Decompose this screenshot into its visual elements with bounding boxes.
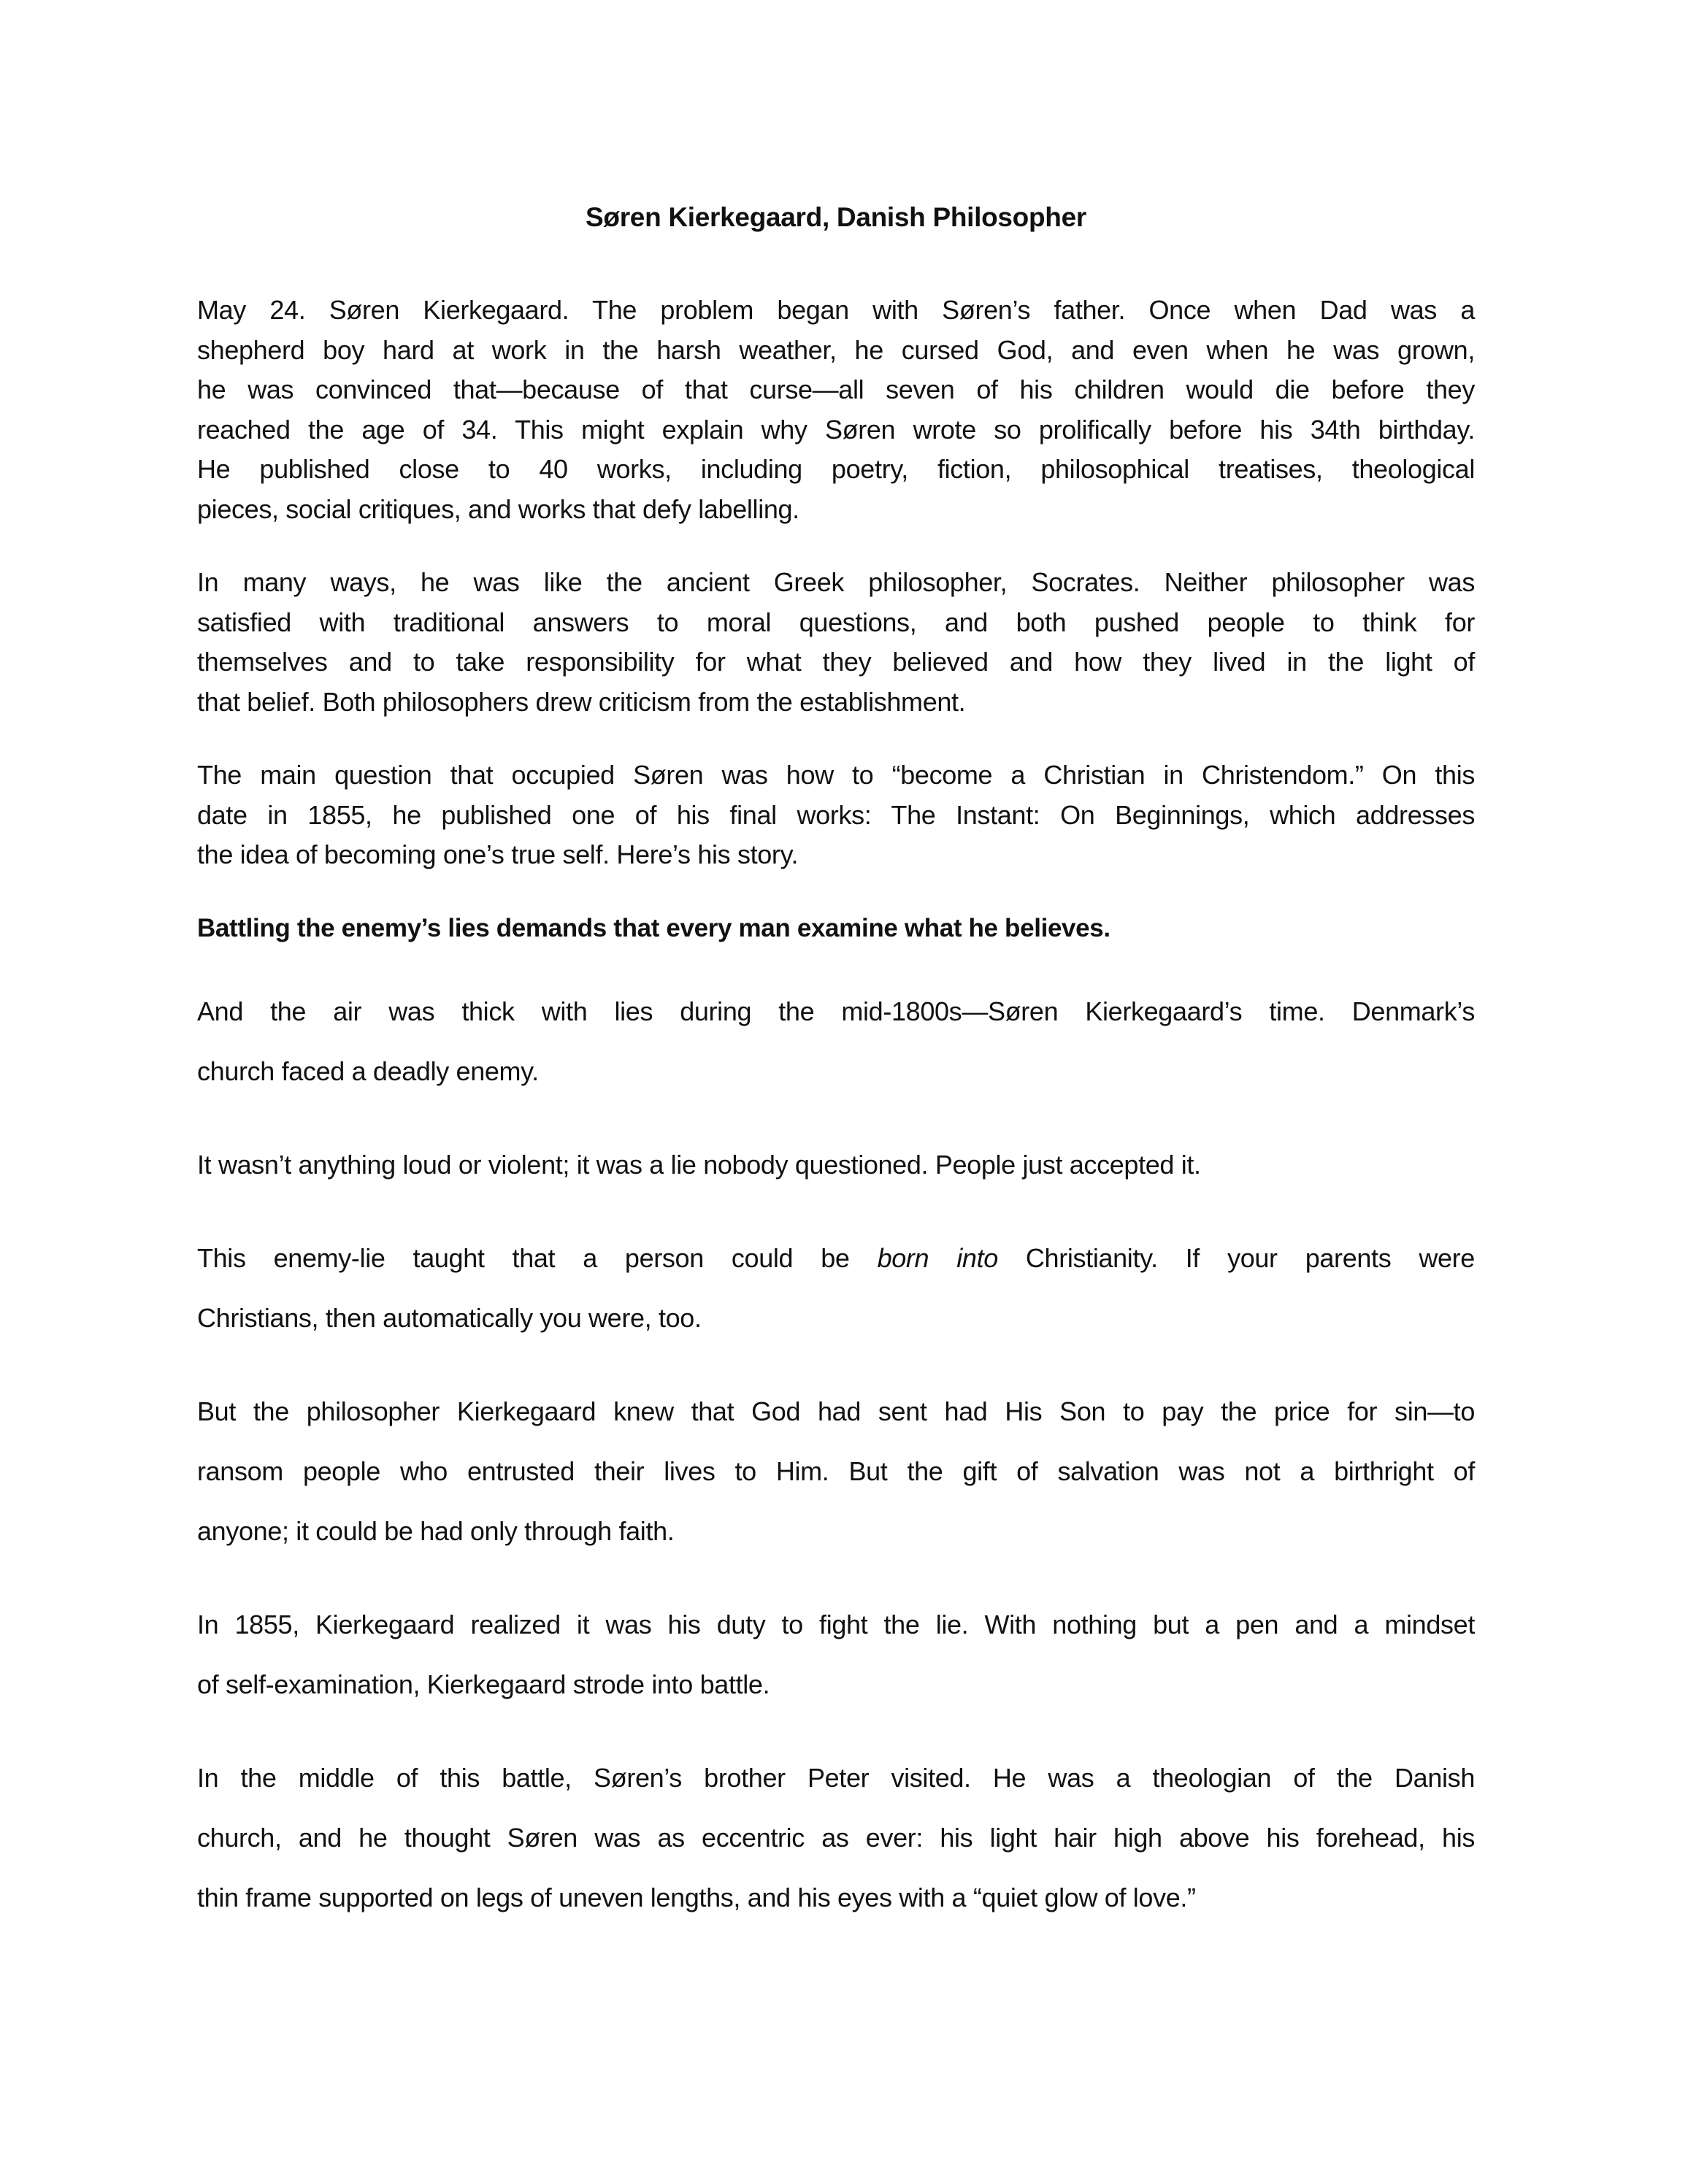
document-title: Søren Kierkegaard, Danish Philosopher	[586, 202, 1086, 232]
text-segment: he was convinced that—because of that curse—all seven of his children would die before they	[197, 374, 1475, 404]
line-content	[197, 295, 1475, 325]
text-segment: This enemy-lie taught that a person could be	[197, 1242, 878, 1273]
text-segment: In many ways, he was like the ancient Greek philosopher, Socrates. Neither philosopher was	[197, 567, 1475, 597]
line-content	[197, 1243, 1475, 1273]
line-content	[197, 1303, 702, 1333]
text-segment: He published close to 40 works, including poetry, fiction, philosophical treatises, theological	[197, 454, 1475, 484]
text-line	[197, 291, 1475, 331]
text-line	[197, 796, 1475, 836]
text-segment: anyone; it could be had only through faith.	[197, 1515, 675, 1546]
paragraph	[197, 755, 1475, 875]
document-page	[197, 197, 1475, 1961]
text-line	[197, 603, 1475, 643]
line-content	[197, 1056, 539, 1086]
line-content	[197, 415, 1475, 445]
section-heading	[197, 909, 1475, 948]
text-line	[197, 1442, 1475, 1502]
text-segment: church, and he thought Søren was as eccentric as ever: his light hair high above his forehead, his	[197, 1822, 1475, 1853]
text-line	[197, 563, 1475, 603]
text-segment: In 1855, Kierkegaard realized it was his duty to fight the lie. With nothing but a pen and a mindset	[197, 1609, 1475, 1639]
line-content	[197, 914, 1110, 942]
line-content	[197, 1150, 1201, 1180]
line-content	[197, 1516, 674, 1546]
text-line	[197, 982, 1475, 1042]
line-content	[197, 1610, 1475, 1639]
text-line	[197, 370, 1475, 410]
text-segment: satisfied with traditional answers to moral questions, and both pushed people to think for	[197, 607, 1475, 637]
line-content	[197, 1456, 1475, 1486]
line-content	[197, 996, 1475, 1026]
line-content	[197, 800, 1475, 830]
text-segment: The main question that occupied Søren was how to “become a Christian in Christendom.” On this	[197, 760, 1475, 790]
text-segment: date in 1855, he published one of his final works: The Instant: On Beginnings, which addresses	[197, 799, 1475, 830]
text-line	[197, 1135, 1475, 1195]
line-content	[197, 1763, 1475, 1793]
line-content	[197, 839, 798, 869]
line-content	[197, 760, 1475, 790]
line-content	[197, 374, 1475, 404]
document-body	[197, 291, 1475, 1928]
paragraph	[197, 1382, 1475, 1561]
line-content	[197, 1396, 1475, 1426]
text-segment: reached the age of 34. This might explain why Søren wrote so prolifically before his 34th birthday.	[197, 414, 1475, 445]
text-segment: Christians, then automatically you were, too.	[197, 1302, 702, 1333]
line-content	[197, 1883, 1196, 1912]
text-segment: shepherd boy hard at work in the harsh weather, he cursed God, and even when he was grown,	[197, 334, 1475, 365]
text-line	[197, 490, 1475, 530]
text-line	[197, 1595, 1475, 1655]
text-segment: ransom people who entrusted their lives to Him. But the gift of salvation was not a birthright of	[197, 1456, 1475, 1486]
text-line	[197, 1808, 1475, 1868]
line-content	[197, 454, 1475, 484]
text-segment: Battling the enemy’s lies demands that every man examine what he believes.	[197, 913, 1110, 942]
text-segment: And the air was thick with lies during the mid-1800s—Søren Kierkegaard’s time. Denmark’s	[197, 996, 1475, 1026]
text-segment: themselves and to take responsibility for what they believed and how they lived in the light of	[197, 647, 1475, 677]
text-line	[197, 410, 1475, 450]
line-content	[197, 335, 1475, 365]
paragraph	[197, 291, 1475, 529]
text-segment: May 24. Søren Kierkegaard. The problem began with Søren’s father. Once when Dad was a	[197, 295, 1475, 325]
text-line	[197, 835, 1475, 875]
text-line	[197, 642, 1475, 682]
text-segment: In the middle of this battle, Søren’s brother Peter visited. He was a theologian of the Danish	[197, 1762, 1475, 1793]
text-segment: It wasn’t anything loud or violent; it was a lie nobody questioned. People just accepted it.	[197, 1149, 1201, 1180]
text-line	[197, 1228, 1475, 1288]
text-line	[197, 1748, 1475, 1808]
text-segment: Christianity. If your parents were	[997, 1242, 1475, 1273]
line-content	[197, 1823, 1475, 1853]
line-content	[197, 567, 1475, 597]
paragraph	[197, 1595, 1475, 1715]
line-content	[197, 687, 965, 717]
line-content	[197, 647, 1475, 677]
text-segment: But the philosopher Kierkegaard knew that God had sent had His Son to pay the price for sin—to	[197, 1396, 1475, 1426]
line-content	[197, 494, 799, 524]
text-line	[197, 1288, 1475, 1348]
text-segment: church faced a deadly enemy.	[197, 1056, 539, 1086]
text-line	[197, 755, 1475, 796]
paragraph	[197, 563, 1475, 722]
text-line	[197, 1655, 1475, 1715]
italic-text: born into	[877, 1242, 998, 1273]
text-segment: the idea of becoming one’s true self. Here’s his story.	[197, 839, 799, 869]
paragraph	[197, 1135, 1475, 1195]
text-line	[197, 1042, 1475, 1101]
paragraph	[197, 982, 1475, 1101]
paragraph	[197, 1748, 1475, 1928]
text-line	[197, 331, 1475, 371]
line-content	[197, 1669, 770, 1699]
text-segment: of self-examination, Kierkegaard strode into battle.	[197, 1669, 770, 1699]
text-line	[197, 1382, 1475, 1442]
paragraph	[197, 1228, 1475, 1348]
text-segment: pieces, social critiques, and works that defy labelling.	[197, 493, 799, 524]
line-content	[197, 607, 1475, 637]
text-segment: that belief. Both philosophers drew criticism from the establishment.	[197, 686, 966, 717]
text-line	[197, 1868, 1475, 1928]
text-line	[197, 1502, 1475, 1561]
text-line	[197, 450, 1475, 490]
text-line	[197, 682, 1475, 723]
text-segment: thin frame supported on legs of uneven lengths, and his eyes with a “quiet glow of love.”	[197, 1882, 1196, 1912]
text-line	[197, 909, 1475, 948]
